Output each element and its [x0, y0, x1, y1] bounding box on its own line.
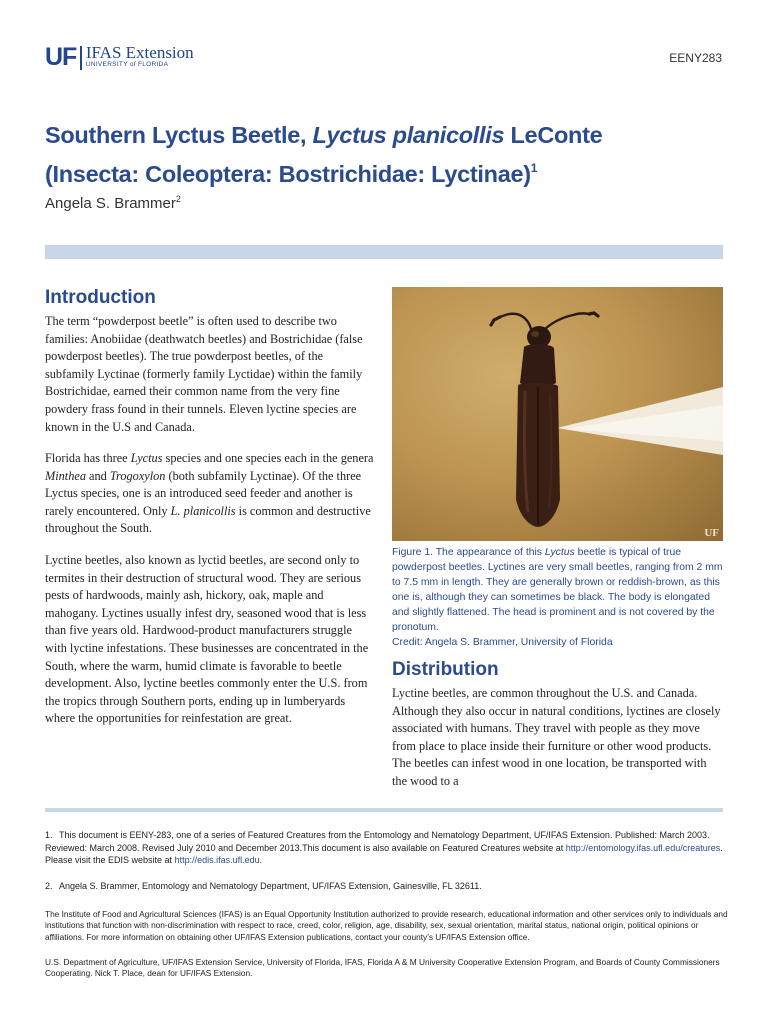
footnote-2	[45, 880, 735, 893]
distribution-paragraph-1: Lyctine beetles, are common throughout the U.S. and Canada. Although they also occur in natural conditions, lyctines are closely associated with humans. They travel with people as they move from place to place inside their furniture or other wood products. The beetles can infest wood in one location, be transported with the wood to a	[392, 686, 721, 788]
footnote-2-number: 2.	[45, 881, 53, 891]
intro-p2-text-e: is common and destructive throughout the South.	[45, 503, 371, 536]
introduction-heading: Introduction	[45, 287, 156, 308]
logo-uf-mark: UF	[45, 43, 77, 71]
header-divider-band	[45, 245, 723, 259]
caption-genus: Lyctus	[544, 547, 575, 558]
logo-title: IFAS Extension	[85, 43, 194, 62]
logo-text-block	[86, 44, 194, 69]
footnote-1-text-b: . Please visit the EDIS website at	[45, 842, 723, 865]
logo-subtitle: UNIVERSITY of FLORIDA	[85, 61, 169, 68]
figure-caption	[392, 545, 727, 650]
figure-credit: Credit: Angela S. Brammer, University of Florida	[392, 637, 613, 648]
intro-p2-genus-lyctus: Lyctus	[130, 451, 163, 465]
title-footnote-ref[interactable]: 1	[530, 161, 538, 175]
footnote-2-text: Angela S. Brammer, Entomology and Nematology Department, UF/IFAS Extension, Gainesville, FL 32611.	[59, 881, 482, 891]
footnote-1-number: 1.	[45, 830, 53, 840]
document-id: EENY283	[669, 51, 722, 65]
title-part-2: LeConte	[504, 122, 603, 148]
title-part-1: Southern Lyctus Beetle,	[45, 122, 313, 148]
footnote-divider	[45, 808, 723, 812]
footnote-1	[45, 829, 735, 867]
ifas-extension-logo[interactable]	[45, 44, 194, 72]
author-footnote-ref[interactable]: 2	[175, 194, 181, 204]
title-taxonomy: (Insecta: Coleoptera: Bostrichidae: Lyctinae)	[45, 161, 531, 187]
title-species-name: Lyctus planicollis	[312, 122, 505, 148]
beetle-illustration	[392, 287, 723, 541]
intro-paragraph-3: Lyctine beetles, also known as lyctid beetles, are second only to termites in their destruction of structural wood. They are serious pests of hardwoods, mainly ash, hickory, oak, maple and mahogany. Lyctines usually infest dry, seasoned wood that is less than five years old. Hardwood-product manufacturers struggle with lyctine infestations. These businesses are concentrated in the South, where the warm, humid climate is favorable to beetle development. Also, lyctine beetles commonly enter the U.S. from the tropics through Southern ports, ending up in lumberyards where the opportunities for reinfestation are great.	[45, 553, 369, 726]
featured-creatures-link[interactable]: http://entomology.ifas.ufl.edu/creatures	[565, 842, 721, 853]
intro-p2-text-b: species and one species each in the genera	[162, 451, 374, 465]
intro-p2-text-c: and	[85, 468, 110, 483]
intro-p2-genus-minthea: Minthea	[45, 468, 86, 483]
uf-watermark: UF	[704, 527, 719, 539]
caption-text-a: Figure 1. The appearance of this	[392, 547, 545, 558]
author-name: Angela S. Brammer	[45, 195, 176, 212]
intro-paragraph-1: The term “powderpost beetle” is often used to describe two families: Anobiidae (deathwatch beetles) and Bostrichidae (false powderpost beetles). The true powderpost beetles, of the subfamily Lyctinae (formerly family Lyctidae) within the family Bostrichidae, earned their common name from the very fine powdery frass found in their tunnels. Eleven lyctine species are known in the U.S and Canada.	[45, 314, 363, 434]
usda-statement: U.S. Department of Agriculture, UF/IFAS Extension Service, University of Florida, IFAS, Florida A & M University Cooperative Extension Program, and Boards of County Commissioners Cooperating. Nick T. Place, dean for UF/IFAS Extension.	[45, 957, 720, 979]
page-title	[45, 119, 725, 191]
intro-p2-genus-trogoxylon: Trogoxylon	[109, 468, 166, 483]
intro-p2-text-a: Florida has three	[45, 451, 131, 465]
beetle-photo	[392, 287, 723, 541]
author-line	[45, 194, 181, 212]
footnote-1-text-c: .	[259, 855, 263, 865]
equal-opportunity-statement: The Institute of Food and Agricultural Sciences (IFAS) is an Equal Opportunity Institution authorized to provide research, educational information and other services only to individuals and institutions that function with non-discrimination with respect to race, creed, color, religion, age, disability, sex, sexual orientation, marital status, national origin, political opinions or affiliations. For more information on obtaining other UF/IFAS Extension publications, contact your county’s UF/IFAS Extension office.	[45, 909, 728, 942]
intro-p2-species: L. planicollis	[170, 503, 236, 518]
edis-link[interactable]: http://edis.ifas.ufl.edu	[174, 855, 260, 865]
caption-text-b: beetle is typical of true powderpost beetles. Lyctines are very small beetles, ranging from 2 mm to 7.5 mm in length. They are generally brown or reddish-brown, as this one is, although they can sometimes be black. The body is elongated and slightly flattened. The head is prominent and is not covered by the pronotum.	[392, 547, 723, 633]
distribution-heading: Distribution	[392, 659, 499, 680]
intro-paragraph-2	[45, 450, 375, 538]
intro-p2-text-d: (both subfamily Lyctinae). Of the three Lyctus species, one is an introduced seed feeder and another is rarely encountered. Only	[45, 468, 362, 518]
footnote-1-text-a: This document is EENY-283, one of a series of Featured Creatures from the Entomology and Nematology Department, UF/IFAS Extension. Published: March 2003. Reviewed: March 2008. Revised July 2010 and December 2013.This document is also available on Featured Creatures website at	[45, 830, 710, 853]
logo-divider	[80, 46, 82, 70]
